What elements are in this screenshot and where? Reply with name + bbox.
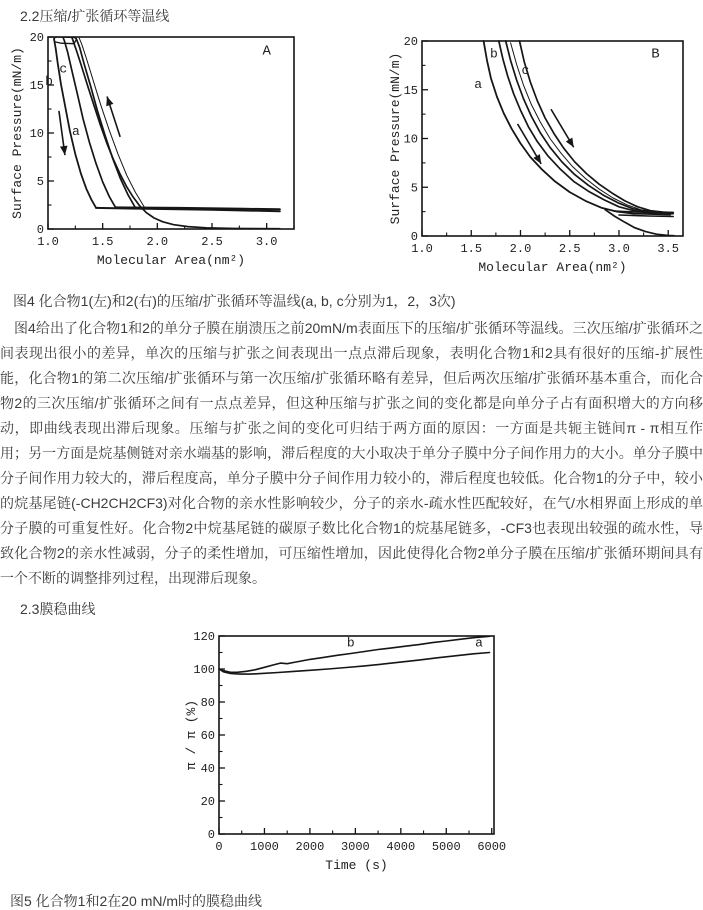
direction-arrow-head	[566, 138, 574, 148]
x-tick-label: 3.5	[657, 242, 680, 256]
direction-arrow-head	[106, 97, 113, 107]
section-heading-2-2: 2.2压缩/扩张循环等温线	[20, 8, 170, 24]
curve-label-b: b	[45, 74, 53, 89]
figure4	[0, 29, 703, 285]
x-tick-label: 1.0	[411, 242, 433, 256]
figure5-caption: 图5 化合物1和2在20 mN/m时的膜稳曲线	[10, 893, 263, 909]
curve-label-a: a	[475, 635, 483, 651]
x-axis-title: Molecular Area(nm²)	[96, 253, 246, 268]
curve-label-b: b	[346, 635, 355, 651]
series-cycle-c	[506, 41, 674, 213]
figure4-caption: 图4 化合物1(左)和2(右)的压缩/扩张循环等温线(a, b, c分别为1，2，3次)	[13, 293, 456, 309]
series-cycle-3	[76, 39, 135, 208]
chart-figure5	[182, 624, 507, 876]
y-tick-label: 15	[29, 79, 44, 93]
x-tick-label: 1000	[250, 840, 279, 854]
x-axis-title: Time (s)	[325, 858, 388, 873]
x-tick-label: 1.5	[460, 242, 483, 256]
y-axis-title: Surface Pressure(mN/m)	[10, 47, 25, 219]
y-tick-label: 5	[410, 181, 418, 196]
x-tick-label: 1.0	[37, 235, 59, 249]
curve-label-a: a	[474, 76, 483, 92]
y-tick-label: 40	[200, 762, 215, 776]
curve-label-a: a	[71, 123, 80, 139]
y-axis-title: Surface Pressure(mN/m)	[388, 52, 403, 225]
y-tick-label: 20	[29, 31, 44, 45]
plot-border	[219, 636, 494, 834]
x-tick-label: 2.0	[509, 242, 532, 256]
x-tick-label: 2.5	[558, 242, 581, 256]
figure5	[182, 624, 703, 881]
series-initial-rise-to-zero	[72, 38, 280, 229]
y-tick-label: 10	[29, 127, 44, 141]
curve-label-b: b	[489, 46, 498, 62]
series-cycle-a	[484, 41, 671, 215]
curve-label-c: c	[521, 63, 530, 79]
y-tick-label: 100	[193, 663, 215, 677]
x-tick-label: 6000	[477, 840, 507, 854]
plot-border	[422, 41, 683, 236]
chart-figure4-right	[386, 29, 693, 281]
x-tick-label: 3.0	[608, 242, 630, 256]
y-axis-title: π / π (%)	[184, 699, 199, 771]
body-paragraph: 图4给出了化合物1和2的单分子膜在崩溃压之前20mN/m表面压下的压缩/扩张循环等温线。三次压缩/扩张循环之间表现出很小的差异，单次的压缩与扩张之间表现出一点点滞后现象，表明化合物1和2具有很好的压缩-扩展性能，化合物1的第二次压缩/扩张循环与第一次压缩/扩张循环略有差异，但后两次压缩/扩张循环基本重合，而化合物2的三次压缩/扩张循环之间有一点点差异，但这种压缩与扩张之间的变化都是向单分子占有面积增大的方向移动，即曲线表现出滞后现象。压缩与扩张之间的变化可归结于两方面的原因：一方面是共轭主链间π - π相互作用；另一方面是烷基侧链对亲水端基的影响，滞后程度的大小取决于单分子膜中分子间作用力的大小。单分子膜中分子间作用力较大的，滞后程度高，单分子膜中分子间作用力较小的，滞后程度也较低。化合物1的分子中，较小的烷基尾链(-CH2CH2CF3)对化合物的亲水性影响较少，分子的亲水-疏水性匹配较好，在气/水相界面上形成的单分子膜的可重复性好。化合物2中烷基尾链的碳原子数比化合物1的烷基尾链多，-CF3也表现出较强的疏水性，导致化合物2的亲水性减弱，分子的柔性增加，可压缩性增加，因此使得化合物2单分子膜在压缩/扩张循环期间具有一个不断的调整排列过程，出现滞后现象。	[0, 320, 703, 586]
x-tick-label: 3.0	[255, 235, 278, 249]
panel-label: B	[651, 46, 660, 63]
y-tick-label: 0	[36, 223, 44, 237]
x-tick-label: 2.5	[201, 235, 223, 249]
curve-label-c: c	[59, 61, 68, 77]
y-tick-label: 60	[200, 729, 215, 743]
y-tick-label: 0	[207, 828, 215, 842]
y-tick-label: 80	[200, 696, 215, 710]
x-axis-title: Molecular Area(nm²)	[478, 260, 627, 275]
direction-arrow-head	[60, 146, 68, 155]
y-tick-label: 5	[36, 175, 44, 189]
x-tick-label: 4000	[386, 840, 416, 854]
x-tick-label: 1.5	[91, 235, 114, 249]
y-tick-label: 20	[200, 795, 215, 809]
y-tick-label: 15	[403, 83, 418, 98]
y-tick-label: 120	[193, 630, 215, 644]
section-heading-2-3: 2.3膜稳曲线	[20, 601, 96, 617]
series-cycle-4-thin	[79, 38, 144, 207]
panel-label: A	[262, 43, 271, 60]
x-tick-label: 5000	[431, 840, 461, 854]
x-tick-label: 3000	[340, 840, 370, 854]
y-tick-label: 10	[403, 132, 418, 147]
y-tick-label: 0	[410, 230, 418, 244]
y-tick-label: 20	[403, 35, 418, 49]
x-tick-label: 0	[215, 840, 223, 854]
x-tick-label: 2000	[295, 840, 325, 854]
x-tick-label: 2.0	[146, 235, 169, 249]
series-curve-a	[219, 653, 490, 675]
chart-figure4-left	[8, 29, 348, 281]
